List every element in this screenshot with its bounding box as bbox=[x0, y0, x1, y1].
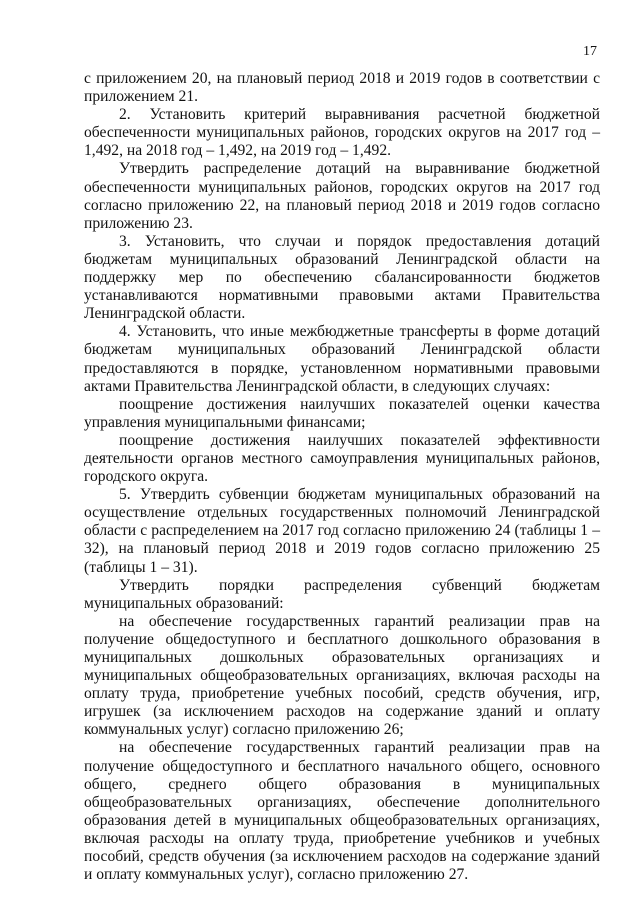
paragraph: на обеспечение государственных гарантий реализации прав на получение общедоступного и бесплатного дошкольного образования в муниципальных дошкольных образовательных организациях и муниципальных общеобразовательных организациях, включая расходы на оплату труда, приобретение учебных пособий, средств обучения, игр, игрушек (за исключением расходов на содержание зданий и оплату коммунальных услуг) согласно приложению 26; bbox=[84, 612, 600, 739]
paragraph: 4. Установить, что иные межбюджетные трансферты в форме дотаций бюджетам муниципальных образований Ленинградской области предоставляются в порядке, установленном нормативными правовыми актами Правительства Ленинградской области, в следующих случаях: bbox=[84, 323, 600, 395]
page-number: 17 bbox=[583, 44, 597, 59]
paragraph: с приложением 20, на плановый период 2018 и 2019 годов в соответствии с приложением 21. bbox=[84, 70, 600, 106]
paragraph: Утвердить порядки распределения субвенций бюджетам муниципальных образований: bbox=[84, 576, 600, 612]
paragraph: на обеспечение государственных гарантий реализации прав на получение общедоступного и бесплатного начального общего, основного общего, среднего общего образования в муниципальных общеобразовательных организациях, обеспечение дополнительного образования детей в муниципальных общеобразовательных организациях, включая расходы на оплату труда, приобретение учебников и учебных пособий, средств обучения (за исключением расходов на содержание зданий и оплату коммунальных услуг), согласно приложению 27. bbox=[84, 739, 600, 884]
paragraph: Утвердить распределение дотаций на выравнивание бюджетной обеспеченности муниципальных районов, городских округов на 2017 год согласно приложению 22, на плановый период 2018 и 2019 годов согласно приложению 23. bbox=[84, 160, 600, 232]
paragraph: поощрение достижения наилучших показателей эффективности деятельности органов местного самоуправления муниципальных районов, городского округа. bbox=[84, 431, 600, 486]
document-body bbox=[84, 70, 600, 884]
paragraph: 2. Установить критерий выравнивания расчетной бюджетной обеспеченности муниципальных районов, городских округов на 2017 год – 1,492, на 2018 год – 1,492, на 2019 год – 1,492. bbox=[84, 106, 600, 160]
paragraph: 3. Установить, что случаи и порядок предоставления дотаций бюджетам муниципальных образований Ленинградской области на поддержку мер по обеспечению сбалансированности бюджетов устанавливаются нормативными правовыми актами Правительства Ленинградской области. bbox=[84, 232, 600, 323]
paragraph: поощрение достижения наилучших показателей оценки качества управления муниципальными финансами; bbox=[84, 395, 600, 431]
paragraph: 5. Утвердить субвенции бюджетам муниципальных образований на осуществление отдельных государственных полномочий Ленинградской области с распределением на 2017 год согласно приложению 24 (таблицы 1 – 32), на плановый период 2018 и 2019 годов согласно приложению 25 (таблицы 1 – 31). bbox=[84, 486, 600, 576]
